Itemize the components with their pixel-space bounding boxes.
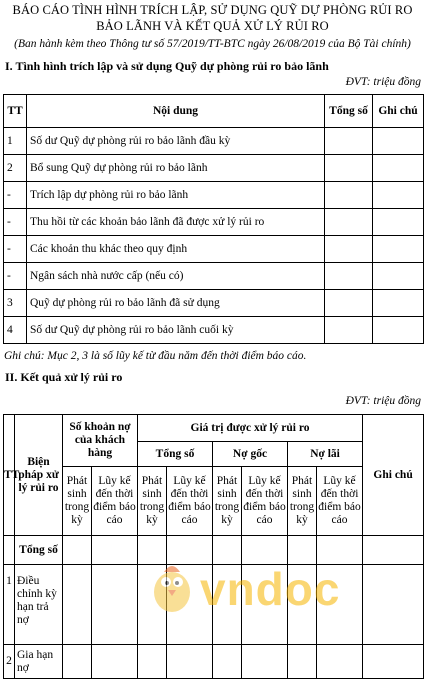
table-row <box>4 290 424 317</box>
cell <box>363 565 424 645</box>
cell <box>242 536 288 565</box>
row-tt: 4 <box>4 317 27 344</box>
table-row <box>4 263 424 290</box>
header-total: Tổng số <box>325 95 373 128</box>
row-content: Số dư Quỹ dự phòng rủi ro bảo lãnh đầu kỳ <box>27 128 325 155</box>
cell <box>242 645 288 679</box>
cell <box>288 536 317 565</box>
cell <box>317 645 363 679</box>
row-content: Trích lập dự phòng rủi ro bảo lãnh <box>27 182 325 209</box>
cell <box>167 565 213 645</box>
table-row <box>4 128 424 155</box>
row-total <box>325 155 373 182</box>
header-debt-count: Số khoản nợ của khách hàng <box>63 415 138 467</box>
header-measure: Biện pháp xử lý rủi ro <box>15 415 63 536</box>
row-tt: 1 <box>4 565 15 645</box>
row-note <box>373 290 424 317</box>
row-tt: - <box>4 182 27 209</box>
cell <box>138 565 167 645</box>
cell <box>63 536 92 565</box>
cell <box>288 645 317 679</box>
section-1-unit: ĐVT: triệu đồng <box>345 76 421 88</box>
header-cumulative: Lũy kế đến thời điểm báo cáo <box>242 467 288 536</box>
table-row <box>4 209 424 236</box>
row-tt: 1 <box>4 128 27 155</box>
table-row <box>4 155 424 182</box>
row-tt: - <box>4 209 27 236</box>
table-header-row <box>4 95 424 128</box>
report-subtitle: (Ban hành kèm theo Thông tư số 57/2019/TT-BTC ngày 26/08/2019 của Bộ Tài chính) <box>14 38 411 50</box>
cell <box>167 536 213 565</box>
table-row <box>4 565 424 645</box>
row-content: Quỹ dự phòng rủi ro bảo lãnh đã sử dụng <box>27 290 325 317</box>
cell <box>138 536 167 565</box>
cell <box>92 536 138 565</box>
header-arising: Phát sinh trong kỳ <box>213 467 242 536</box>
cell <box>213 536 242 565</box>
table-row <box>4 317 424 344</box>
header-arising: Phát sinh trong kỳ <box>288 467 317 536</box>
cell <box>213 565 242 645</box>
row-total <box>325 209 373 236</box>
row-note <box>373 209 424 236</box>
header-interest: Nợ lãi <box>288 442 363 467</box>
table-header-row <box>4 415 424 442</box>
row-tt: 3 <box>4 290 27 317</box>
row-tt: - <box>4 263 27 290</box>
cell <box>242 565 288 645</box>
total-row <box>4 536 424 565</box>
row-note <box>373 128 424 155</box>
cell <box>317 565 363 645</box>
watermark-text: vndoc <box>200 563 341 615</box>
row-measure: Điều chỉnh kỳ hạn trả nợ <box>15 565 63 645</box>
row-note <box>373 263 424 290</box>
cell <box>138 645 167 679</box>
section-2-heading: II. Kết quả xử lý rủi ro <box>5 370 123 384</box>
total-label: Tổng số <box>15 536 63 565</box>
header-arising: Phát sinh trong kỳ <box>138 467 167 536</box>
row-tt: - <box>4 236 27 263</box>
row-note <box>373 155 424 182</box>
cell <box>288 565 317 645</box>
cell <box>4 536 15 565</box>
row-total <box>325 128 373 155</box>
row-content: Số dư Quỹ dự phòng rủi ro bảo lãnh cuối kỳ <box>27 317 325 344</box>
cell <box>92 565 138 645</box>
section-2-unit: ĐVT: triệu đồng <box>345 395 421 407</box>
cell <box>92 645 138 679</box>
row-measure: Gia hạn nợ <box>15 645 63 679</box>
row-total <box>325 236 373 263</box>
header-cumulative: Lũy kế đến thời điểm báo cáo <box>167 467 213 536</box>
risk-handling-table <box>3 414 424 679</box>
row-content: Ngân sách nhà nước cấp (nếu có) <box>27 263 325 290</box>
cell <box>213 645 242 679</box>
row-tt: 2 <box>4 645 15 679</box>
header-total: Tổng số <box>138 442 213 467</box>
cell <box>363 645 424 679</box>
table-row <box>4 182 424 209</box>
row-content: Bổ sung Quỹ dự phòng rủi ro bảo lãnh <box>27 155 325 182</box>
header-tt: TT <box>4 415 15 536</box>
table-header-row <box>4 467 424 536</box>
cell <box>63 645 92 679</box>
table-row <box>4 645 424 679</box>
cell <box>167 645 213 679</box>
reserve-fund-table <box>3 94 424 344</box>
cell <box>63 565 92 645</box>
header-note: Ghi chú <box>363 415 424 536</box>
row-total <box>325 290 373 317</box>
cell <box>317 536 363 565</box>
cell <box>363 536 424 565</box>
section-1-heading: I. Tình hình trích lập và sử dụng Quỹ dự phòng rủi ro bảo lãnh <box>5 59 329 73</box>
section-1-note: Ghi chú: Mục 2, 3 là số lũy kế từ đầu năm đến thời điểm báo cáo. <box>4 350 307 362</box>
header-arising: Phát sinh trong kỳ <box>63 467 92 536</box>
row-total <box>325 182 373 209</box>
header-tt: TT <box>4 95 27 128</box>
row-content: Các khoản thu khác theo quy định <box>27 236 325 263</box>
header-handled-value: Giá trị được xử lý rủi ro <box>138 415 363 442</box>
row-content: Thu hồi từ các khoản bảo lãnh đã được xử lý rủi ro <box>27 209 325 236</box>
row-total <box>325 317 373 344</box>
header-principal: Nợ gốc <box>213 442 288 467</box>
table-row <box>4 236 424 263</box>
row-note <box>373 317 424 344</box>
header-cumulative: Lũy kế đến thời điểm báo cáo <box>92 467 138 536</box>
header-cumulative: Lũy kế đến thời điểm báo cáo <box>317 467 363 536</box>
row-tt: 2 <box>4 155 27 182</box>
header-note: Ghi chú <box>373 95 424 128</box>
report-title: BÁO CÁO TÌNH HÌNH TRÍCH LẬP, SỬ DỤNG QUỸ DỰ PHÒNG RỦI RO BẢO LÃNH VÀ KẾT QUẢ XỬ LÝ RỦI RO <box>12 3 413 33</box>
row-note <box>373 182 424 209</box>
row-note <box>373 236 424 263</box>
header-content: Nội dung <box>27 95 325 128</box>
row-total <box>325 263 373 290</box>
